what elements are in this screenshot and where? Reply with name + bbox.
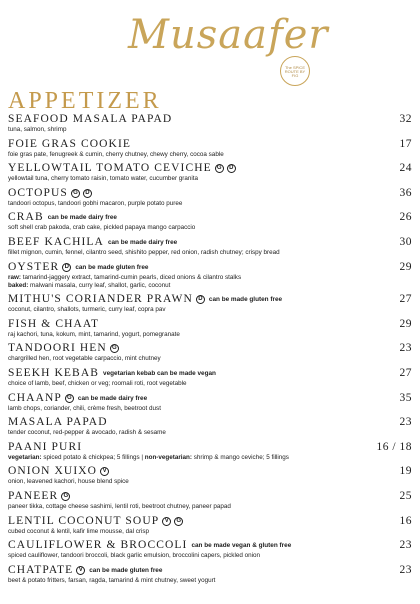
description-text: shrimp & mango ceviche; 5 fillings [192, 453, 289, 461]
dish-description: choice of lamb, beef, chicken or veg; roomali roti, root vegetable [8, 379, 187, 387]
menu-item-header [8, 564, 412, 577]
df-icon: D [196, 295, 205, 304]
menu-item [8, 187, 412, 208]
dish-name: FOIE GRAS COOKIE [8, 137, 132, 150]
df-icon: D [227, 164, 236, 173]
menu-item [8, 490, 412, 511]
menu-item [8, 392, 412, 413]
dish-price: 27 [399, 293, 412, 306]
menu-item [8, 138, 412, 159]
section-title: APPETIZER [8, 88, 162, 114]
gf-icon: G [61, 492, 70, 501]
menu-item [8, 318, 412, 339]
menu-item-header [8, 416, 412, 429]
dish-description [8, 274, 412, 282]
description-label: raw: [8, 273, 21, 281]
dish-description: tuna, salmon, shrimp [8, 126, 67, 133]
logo-wordmark: Musaafer [128, 12, 329, 58]
seal-text: The SPICE ROUTE BY FIG [284, 65, 306, 78]
description-text: spiced potato & chickpea; 5 fillings | [41, 453, 145, 461]
dish-description: lamb chops, coriander, chili, crème fresh, beetroot dust [8, 404, 161, 412]
menu-item [8, 113, 412, 134]
dish-price: 32 [399, 113, 412, 125]
gf-icon: G [110, 344, 119, 353]
menu-item-header [8, 392, 412, 405]
dish-name: MITHU'S CORIANDER PRAWN [8, 293, 193, 306]
dish-price: 23 [399, 539, 412, 552]
dish-description: tandoori octopus, tandoori gobhi macaron, purple potato puree [8, 199, 183, 207]
dish-name: SEEKH KEBAB [8, 366, 100, 379]
dish-description: onion, leavened kachori, house blend spice [8, 478, 129, 486]
dish-price: 23 [399, 416, 412, 429]
dish-description: paneer tikka, cottage cheese sashimi, lentil roti, beetroot chutney, paneer papad [8, 502, 231, 510]
menu-item-header [8, 367, 412, 380]
gf-icon: G [215, 164, 224, 173]
menu-item [8, 539, 412, 560]
menu-item-header [8, 211, 412, 224]
menu-item [8, 236, 412, 257]
menu-item-header [8, 138, 412, 151]
dish-name: CAULIFLOWER & BROCCOLI [8, 539, 188, 552]
dish-name: OCTOPUS [8, 186, 68, 199]
menu-item-header [8, 342, 412, 355]
dish-name: LENTIL COCONUT SOUP [8, 514, 160, 527]
menu-item-header [8, 490, 412, 503]
menu-item-header [8, 261, 412, 274]
menu-item-header [8, 162, 412, 175]
dish-price: 30 [399, 235, 412, 248]
dish-description: yellowtail tuna, cherry tomato raisin, tomato water, cucumber granita [8, 175, 199, 183]
dish-price: 23 [399, 563, 412, 576]
spice-route-seal [280, 56, 310, 86]
menu-item [8, 515, 412, 536]
menu-item [8, 342, 412, 363]
dietary-note: vegetarian kebab can be made vegan [103, 369, 216, 377]
menu-item-header [8, 236, 412, 249]
dish-price: 29 [399, 317, 412, 330]
dish-price: 36 [399, 186, 412, 199]
dish-price: 29 [399, 260, 412, 273]
description-label: baked: [8, 281, 29, 289]
dish-price: 26 [399, 211, 412, 224]
veg-icon: V [162, 517, 171, 526]
menu-item [8, 564, 412, 585]
dish-name: PANEER [8, 489, 59, 502]
menu-item [8, 465, 412, 486]
menu-item-header [8, 539, 412, 552]
dietary-note: can be made gluten free [208, 296, 283, 304]
gf-icon: G [174, 517, 183, 526]
dish-name: SEAFOOD MASALA PAPAD [8, 113, 173, 125]
menu-item [8, 293, 412, 314]
dish-description: raj kachori, tuna, kokum, mint, tamarind, yogurt, pomegranate [8, 330, 180, 338]
dish-name: BEEF KACHILA [8, 235, 104, 248]
dish-price: 24 [399, 162, 412, 175]
dish-price: 19 [399, 465, 412, 478]
dish-description [8, 454, 412, 462]
menu-item [8, 162, 412, 183]
dish-description: fillet mignon, cumin, fennel, cilantro seed, shishito pepper, red onion, radish chutney; crispy bread [8, 248, 280, 256]
menu-item [8, 367, 412, 388]
dietary-note: can be made gluten free [75, 263, 149, 271]
veg-icon: V [76, 566, 85, 575]
menu-item-header [8, 113, 412, 126]
dietary-note: can be made gluten free [89, 566, 163, 574]
dish-description: cubed coconut & lentil, kafir lime mousse, dal crisp [8, 527, 150, 535]
dish-description: soft shell crab pakoda, crab cake, pickled papaya mango carpaccio [8, 224, 196, 232]
menu-item-header [8, 441, 412, 454]
dish-price: 25 [399, 489, 412, 502]
dish-name: FISH & CHAAT [8, 317, 100, 330]
dish-price: 16 / 18 [376, 440, 412, 453]
dish-name: ONION XUIXO [8, 465, 98, 478]
dish-description: coconut, cilantro, shallots, turmeric, curry leaf, copra pav [8, 306, 166, 314]
dish-name: TANDOORI HEN [8, 342, 107, 355]
menu-item-header [8, 318, 412, 331]
dish-description: chargrilled hen, root vegetable carpaccio, mint chutney [8, 355, 161, 363]
dish-price: 16 [399, 514, 412, 527]
description-label: non-vegetarian: [144, 453, 192, 461]
menu-item [8, 261, 412, 290]
menu-item [8, 211, 412, 232]
df-icon: D [83, 189, 92, 198]
menu-item-header [8, 515, 412, 528]
dietary-note: can be made vegan & gluten free [191, 542, 292, 550]
gf-icon: G [71, 189, 80, 198]
dietary-note: can be made dairy free [107, 238, 178, 246]
dish-name: PAANI PURI [8, 440, 83, 453]
menu-item [8, 441, 412, 462]
dietary-note: can be made dairy free [77, 394, 148, 402]
dish-description: spiced cauliflower, tandoori broccoli, black garlic emulsion, broccolini capers, pickled onion [8, 552, 261, 560]
description-text: tamarind-jaggery extract, tamarind-cumin pearls, diced onions & cilantro stalks [20, 273, 242, 281]
dish-name: OYSTER [8, 260, 60, 273]
dish-name: MASALA PAPAD [8, 416, 108, 429]
dish-price: 27 [399, 366, 412, 379]
menu-item-header [8, 465, 412, 478]
menu-item-header [8, 187, 412, 200]
dietary-note: can be made dairy free [47, 214, 117, 222]
dish-name: CHATPATE [8, 563, 74, 576]
gf-icon: G [65, 394, 74, 403]
dish-name: YELLOWTAIL TOMATO CEVICHE [8, 162, 212, 175]
menu-list [8, 113, 412, 588]
menu-item [8, 416, 412, 437]
dish-name: CRAB [8, 211, 44, 224]
dish-description [8, 282, 412, 290]
dish-description: foie gras pate, fenugreek & cumin, cherry chutney, chewy cherry, cocoa sable [8, 150, 224, 158]
description-label: vegetarian: [8, 453, 42, 461]
dish-price: 35 [399, 391, 412, 404]
dish-description: tender coconut, red-pepper & avocado, radish & sesame [8, 429, 166, 437]
dish-price: 23 [399, 342, 412, 355]
veg-icon: V [100, 467, 109, 476]
menu-item-header [8, 293, 412, 306]
dish-name: CHAANP [8, 391, 62, 404]
dish-description: beet & potato fritters, farsan, ragda, tamarind & mint chutney, sweet yogurt [8, 576, 216, 584]
dish-price: 17 [399, 137, 412, 150]
description-text: malwani masala, curry leaf, shallot, garlic, coconut [28, 281, 171, 289]
df-icon: D [62, 263, 71, 272]
